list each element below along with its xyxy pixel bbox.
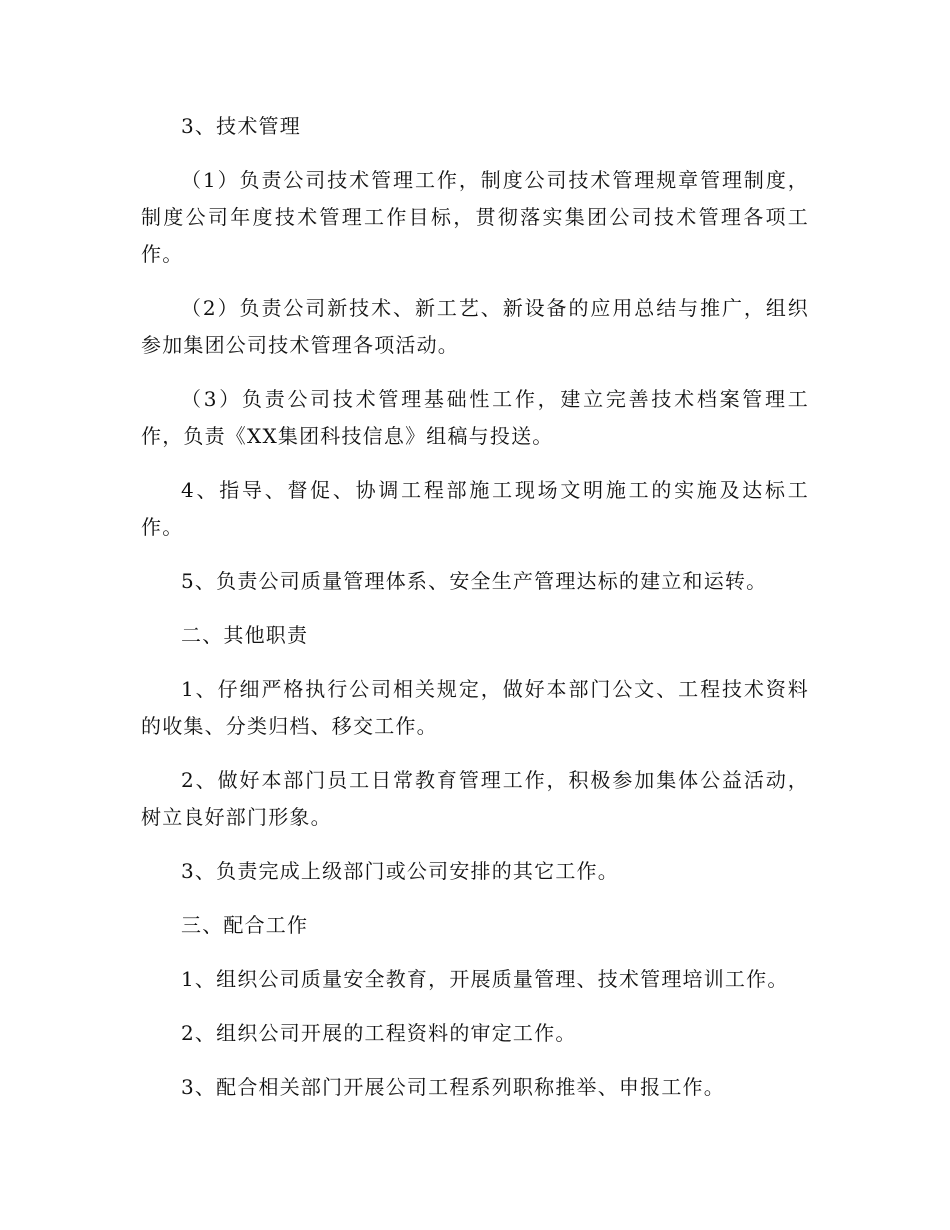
paragraph-cooperation-1: 1、组织公司质量安全教育，开展质量管理、技术管理培训工作。 bbox=[181, 967, 789, 991]
paragraph-item-1: （1）负责公司技术管理工作，制度公司技术管理规章管理制度，制度公司年度技术管理工作目标，贯彻落实集团公司技术管理各项工作。 bbox=[141, 168, 809, 266]
paragraph-item-3: （3）负责公司技术管理基础性工作，建立完善技术档案管理工作，负责《XX集团科技信息》组稿与投送。 bbox=[141, 387, 809, 448]
paragraph-other-duty-1: 1、仔细严格执行公司相关规定，做好本部门公文、工程技术资料的收集、分类归档、移交工作。 bbox=[141, 677, 809, 738]
section-heading-other-duties: 二、其他职责 bbox=[181, 623, 309, 647]
section-heading-cooperation: 三、配合工作 bbox=[181, 913, 309, 937]
paragraph-cooperation-2: 2、组织公司开展的工程资料的审定工作。 bbox=[181, 1021, 577, 1045]
paragraph-item-2: （2）负责公司新技术、新工艺、新设备的应用总结与推广，组织参加集团公司技术管理各项活动。 bbox=[141, 296, 809, 357]
paragraph-cooperation-3: 3、配合相关部门开展公司工程系列职称推举、申报工作。 bbox=[181, 1075, 725, 1099]
paragraph-duty-4: 4、指导、督促、协调工程部施工现场文明施工的实施及达标工作。 bbox=[141, 478, 809, 539]
document-body bbox=[141, 108, 809, 1106]
paragraph-other-duty-3: 3、负责完成上级部门或公司安排的其它工作。 bbox=[181, 859, 619, 883]
paragraph-duty-5: 5、负责公司质量管理体系、安全生产管理达标的建立和运转。 bbox=[181, 569, 768, 593]
paragraph-heading-tech-management: 3、技术管理 bbox=[181, 114, 301, 138]
paragraph-other-duty-2: 2、做好本部门员工日常教育管理工作，积极参加集体公益活动，树立良好部门形象。 bbox=[141, 768, 809, 829]
